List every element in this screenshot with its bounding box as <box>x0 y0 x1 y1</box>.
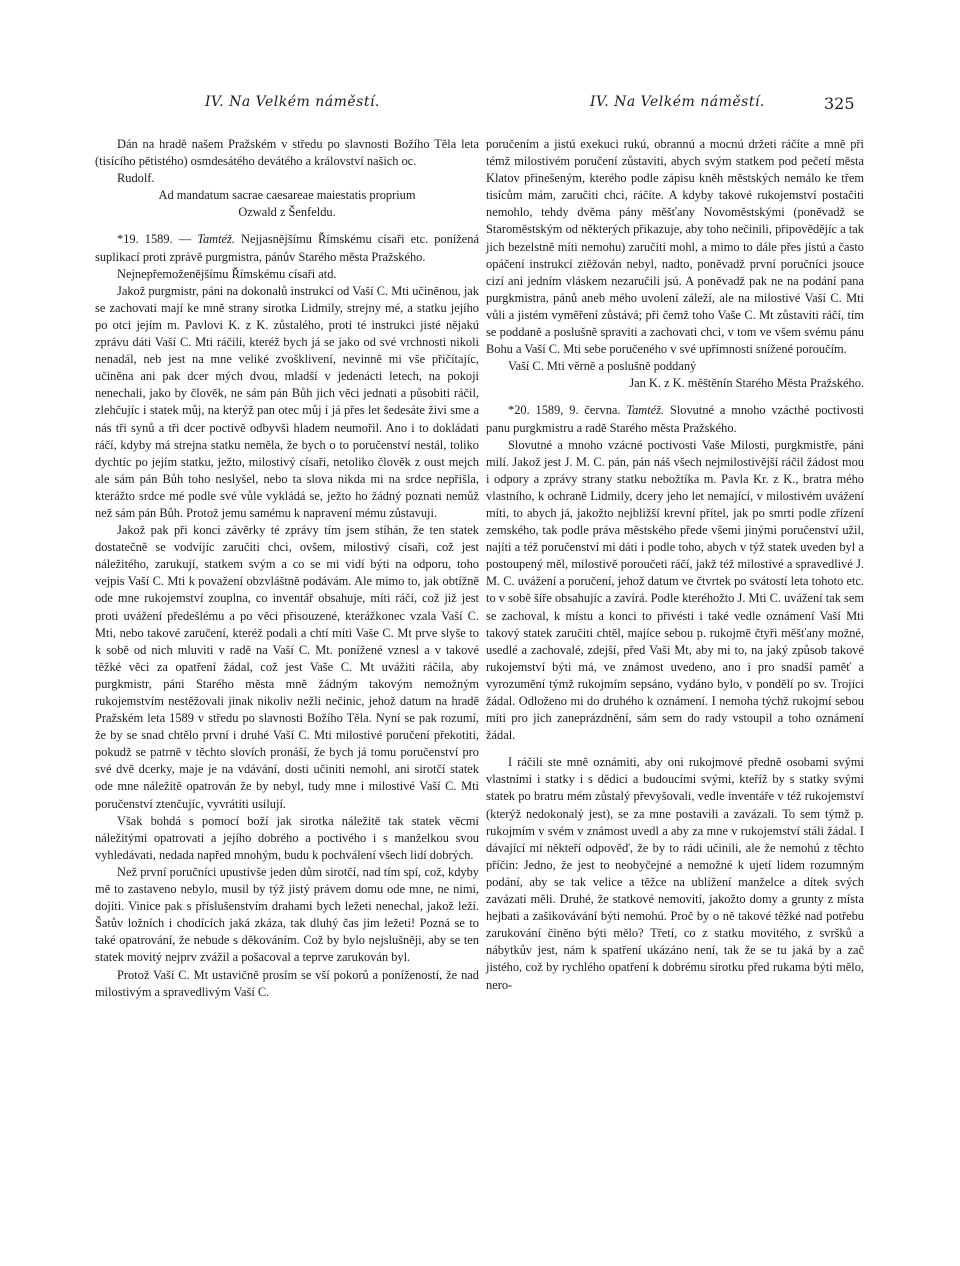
left-column <box>95 136 479 1001</box>
doc-summary: Nejjasnějšímu Římskému císaři etc. ponížená suplikací proti zprávě purgmistra, pánův Starého města Pražského. <box>95 232 480 264</box>
body-paragraph: Jakož pak při konci závěrky té zprávy tím jsem stíhán, že ten statek dostatečně se vodvíjíc zaručiti chci, ovšem, milostivý císaři, což jest náležitého, zarukují, statkem svým a co se mi vidí býti na odporu, toho vejpis Vaší C. Mti k považení obzvláštně podávám. Ale mimo to, jak obtížně ode mne rukojemství zouplna, co inventář obsahuje, míti ráčí, což již jest proti uvážení předešlému a po věci přisouzené, kterážkonec vzala Vaší C. Mti, nebo takové zaručení, kteréž podali a chtí míti Vaše C. Mt prve slyše to k sobě od nich mluviti v radě na Vaší C. Mt. ponížené vznesl a v takové těžké věci za opatření žádal, což jest Vaše C. Mt uvážiti ráčila, aby purgkmistr, páni Starého města mně žádným takovým nemožným rukojemstvím nestěžovali jinak nikoliv nežli nečinic, jehož datum na hradě Pražském leta 1589 v středu po slavnosti Božího Těla. Nyní se pak rozumí, že by se snad chtělo první i druhé Vaší C. Mti milostivé poručení překotiti, pokudž se patrně v těchto slovích pronáší, že bych já tomu poručenství pro své dvě dcerky, maje je na vdávání, dosti učiniti nemohl, ani sirotčí statek ode mne náležitě opatrován že by nebyl, tudy mne i milostivé Vaší C. Mti poručenství ztenčujíc, vyvrátiti usilují. <box>95 523 479 811</box>
body-paragraph: poručením a jistú exekuci rukú, obrannú a mocnú držeti ráčíte a mně při témž milostivém poručení zůstaviti, abych svým statkem pod pečetí města Klatov přinešeným, kterého podle zápisu kněh městských nemálo ke třem tisícům mám, zaručiti chci, ráčíte. A kdyby takové rukojemství postačiti nemohlo, tehdy dvěma pány měšťany Novoměstskými (poněvadž se Staroměstským od některých přikazuje, aby toho nečinili, připovědějíc a tak jich bezelstně míti nemohu) zaručiti mohl, a mimo to dále přes jistú a často opáčení instrukcí ztěžován nebyl, nadto, poněvadž první poručníci jsouce cizí ani jedním vláskem nezaručili jsú. A poněvadž pak ne na podání pana purgkmistra, pánů aneb mého uvolení záleží, ale na milostivé Vaší C. Mti vůli a jistém vyměření zůstává; při čemž toho Vaše C. Mt zůstaviti ráčí, tím se poddaně a poslušně spraviti a zachovati chci, v tom ve všem svému pánu Bohu a Vaší C. Mti sebe poručeného v své upřímnosti snížené poroučím. <box>486 137 864 357</box>
signature-rudolf: Rudolf. <box>117 171 155 186</box>
secretary-signature: Ozwald z Šenfeldu. <box>238 205 336 220</box>
body-paragraph: Protož Vaší C. Mt ustavičně prosím se vší pokorů a ponížeností, že nad milostivým a spravedlivým Vaší C. <box>95 967 479 999</box>
body-paragraph: Jakož purgmistr, páni na dokonalů instrukcí od Vaší C. Mti učiněnou, jak se zachovati mají ke mně strany sirotka Lidmily, strejny mé, a statku jejího po otci jejím m. Pavlovi K. z K. zůstalého, proti té instrukci jisté nějakú zprávu dáti Vaší C. Mti ráčili, kteréž bych já se jako od své vrchnosti nikoli nenadál, neb jest na mne veliké zvošklivení, nevinně mi vše přičítajíc, učiněna ani pak dcer mých dvou, mladší v jedenácti letech, na pokoji nenechali, jako by člověk, ne sám pán Bůh jich věci jednati a působiti ráčil, zlehčujíc i statek můj, na kterýž pan otec můj i já přes let šedesáte živi sme a nás tři synů a tři dcer poctivě odbyvši hladem neumořil. Ano i to dokládati ráčí, kdyby má strejna statku neměla, že bych o to poručenství nestál, toliko dychtíc po jejím statku, ježto, milostivý císaři, netoliko člověk z oust mejch ale sám pán Bůh toho neslyšel, nebo ta slova nikda mi na srdce nepřišla, kterážto srdce mé podle své vůle vykládá se, ježto ho žádný poznati nemůž než sám pán Bůh. Protož jemu samému k napravení mému zůstavuji. <box>95 283 479 520</box>
body-paragraph: Však bohdá s pomocí boží jak sirotka náležitě tak statek věcmi náležitými opatrovati a jejího dobrého a poctivého i s manželkou svou vyhledávati, nedada napřed mnohým, budu k pochválení všech lidí dobrých. <box>95 813 479 862</box>
page-number: 325 <box>824 94 855 113</box>
body-paragraph: I ráčili ste mně oznámiti, aby oni rukojmové předně osobami svými vlastními i statky i s dědici a budoucími svými, kteříž by s statky svými statek po bratru mém zůstalý převyšovali, vedle inventáře v též rukojemství (kterýž nedokonalý jest), se za mne postavili a zavázali. To sem týmž p. rukojmím v svém v známost uvedl a aby za mne v rukojemství stáli žádal. I dávající mi někteří odpověď, že by to rádi učinili, ale že nemohú z těchto příčin: Jedno, že jest to neobyčejné a nemožné k ujetí lidem rozumným podání, aby se tak velice a těžce na ublížení manželce a dítek svých zavázati měli. Druhé, že statkové nemovití, jakožto domy a grunty z místa hejbati a zašikovávání býti nemohú. Proč by o ně takové těžké nad potřebu zarukování činěno býti mělo? Třetí, co z statku movitého, z svršků a nábytkův jest, nám k spatření ukázáno není, tak že se tu jaká by a zač jistého, což by rychlého opatření k dobrému sirotku před rukama býti mělo, nero- <box>486 755 864 992</box>
closing-formula: Vaší C. Mti věrně a poslušně poddaný <box>508 359 697 374</box>
tamtez-label: Tamtéž. <box>197 232 235 247</box>
body-paragraph: Slovutné a mnoho vzácné poctivosti Vaše Milosti, purgkmistře, páni milí. Jakož jest J. M. C. pán, pán náš všech nejmilostivější ráčil žádost mou i odpory a zprávy strany statku nebožtíka m. Pavla Kr. z K., bratra mého vlastního, k ochraně Lidmily, dcery jeho let nemající, v milostivém uvážení míti, to abych já, jakožto nejbližší krevní přítel, jak po smrti podle zřízení zemského, tak podle práva městského přede všemi jinými poručenství užil, najíti a též poručenství mi dáti i podle toho, abych v týž statek uveden byl a postoupený měl, milostivě poroučeti ráčí, jakž též milostivé a spravedlivé J. M. C. uvážení a poručení, jehož datum ve čtvrtek po svátostí leta tohoto etc. to v sobě šíře obsahujíc a zavírá. Podle kteréhožto J. Mti C. uvážení tak sem se zachoval, k místu a konci to přivésti i také vedle oznámení Vaší Mti takový statek zaručiti chtěl, majíce sebou p. rukojmě čtyři měšťany možné, usedlé a zachovalé, zdejší, před Vaši Mt, aby mi to, na jaký způsob takové rukojemství býti má, ve známost uvedeno, ano i pro snadší paměť a vyrozumění týmž rukojmím sepsáno, vydáno bylo, v pondělí po sv. Trojici žádal. Odloženo mi do druhého k oznámení. I nemoha týchž rukojmí sebou míti pro jich zaneprázdnění, sám sem do rady vstoupil a toho oznámení žádal. <box>486 437 864 743</box>
salutation: Nejnepřemoženějšímu Římskému císaři atd. <box>117 266 337 281</box>
body-paragraph: Než první poručníci upustivše jeden dům sirotčí, nad tím spí, což, kdyby mě to zastaveno nebylo, musil by týž jistý právem domu ode mne, ne nimi, dojíti. Vinice pak s příslušenstvím drahami bych ležeti nenechal, jakož leží. Šatův ložních i chodících jaká zkáza, tak dluhý čas jim ležeti! Pozná se to také opatrování, že nebude s děkováním. Což by bylo nejslušněji, aby se ten statek movitý nejprv zvážil a pošacoval a teprve zarukován byl. <box>95 864 479 965</box>
doc-number: *20. 1589, 9. června. <box>508 403 627 418</box>
dating-clause: Dán na hradě našem Pražském v středu po slavnosti Božího Těla leta (tisícího pětistého) osmdesátého devátého a království našich oc. <box>95 137 479 169</box>
running-header-left: IV. Na Velkém náměstí. <box>205 94 380 110</box>
signature-jan: Jan K. z K. měštěnín Starého Města Pražského. <box>629 376 864 391</box>
running-header-right: IV. Na Velkém náměstí. <box>590 94 765 110</box>
document-heading-19 <box>95 231 479 265</box>
doc-summary: Slovutné a mnoho vzácthé poctivosti panu purgkmistru a radě Starého města Pražského. <box>486 403 865 435</box>
right-column <box>486 136 864 994</box>
document-heading-20 <box>486 402 864 436</box>
tamtez-label: Tamtéž. <box>626 403 665 418</box>
doc-number: *19. 1589. — <box>117 232 198 247</box>
mandatum-line: Ad mandatum sacrae caesareae maiestatis proprium <box>158 188 416 203</box>
